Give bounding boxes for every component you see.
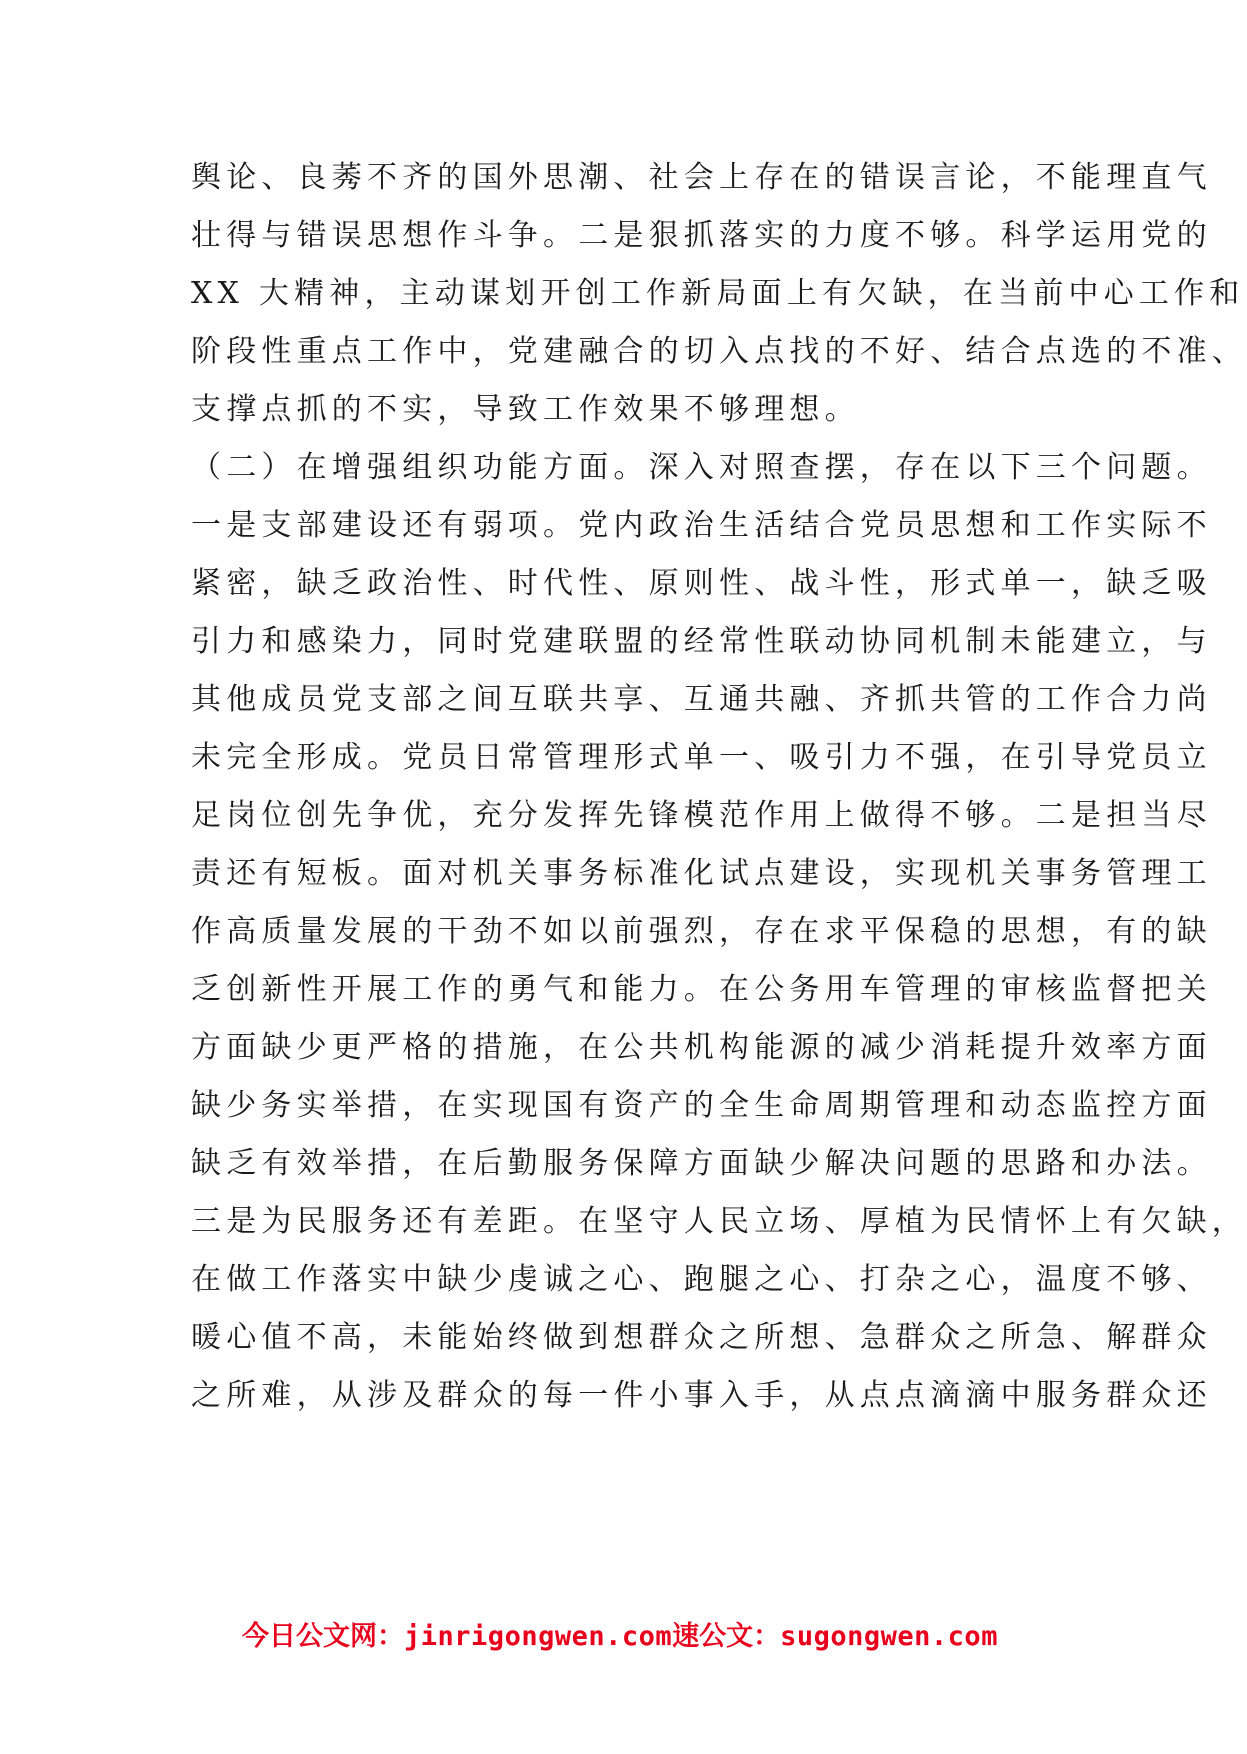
paragraph-line: 在做工作落实中缺少虔诚之心、跑腿之心、打杂之心，温度不够、 bbox=[191, 1262, 1212, 1297]
paragraph-line: 足岗位创先争优，充分发挥先锋模范作用上做得不够。二是担当尽 bbox=[191, 798, 1212, 833]
paragraph-line: 紧密，缺乏政治性、时代性、原则性、战斗性，形式单一，缺乏吸 bbox=[191, 566, 1212, 601]
section-heading-line: （二）在增强组织功能方面。深入对照查摆，存在以下三个问题。 bbox=[191, 450, 1212, 485]
paragraph-line: 责还有短板。面对机关事务标准化试点建设，实现机关事务管理工 bbox=[191, 856, 1212, 891]
footer-site2-link[interactable]: sugongwen.com bbox=[780, 1621, 998, 1652]
paragraph-line: 缺少务实举措，在实现国有资产的全生命周期管理和动态监控方面 bbox=[191, 1088, 1212, 1123]
paragraph-line: 作高质量发展的干劲不如以前强烈，存在求平保稳的思想，有的缺 bbox=[191, 914, 1212, 949]
paragraph-line: 暖心值不高，未能始终做到想群众之所想、急群众之所急、解群众 bbox=[191, 1320, 1212, 1355]
paragraph-line: 缺乏有效举措，在后勤服务保障方面缺少解决问题的思路和办法。 bbox=[191, 1146, 1212, 1181]
footer-site1-name: 今日公文网： bbox=[242, 1621, 405, 1652]
paragraph-line: 支撑点抓的不实，导致工作效果不够理想。 bbox=[191, 392, 860, 427]
paragraph-line: XX 大精神，主动谋划开创工作新局面上有欠缺，在当前中心工作和 bbox=[191, 276, 1245, 311]
paragraph-line: 方面缺少更严格的措施，在公共机构能源的减少消耗提升效率方面 bbox=[191, 1030, 1212, 1065]
paragraph-line: 其他成员党支部之间互联共享、互通共融、齐抓共管的工作合力尚 bbox=[191, 682, 1212, 717]
footer-site2-name: 速公文： bbox=[672, 1621, 781, 1652]
paragraph-line: 舆论、良莠不齐的国外思潮、社会上存在的错误言论，不能理直气 bbox=[191, 160, 1212, 195]
paragraph-line: 一是支部建设还有弱项。党内政治生活结合党员思想和工作实际不 bbox=[191, 508, 1212, 543]
footer-site1-link[interactable]: jinrigongwen.com bbox=[404, 1621, 673, 1652]
paragraph-line: 乏创新性开展工作的勇气和能力。在公务用车管理的审核监督把关 bbox=[191, 972, 1212, 1007]
paragraph-line: 壮得与错误思想作斗争。二是狠抓落实的力度不够。科学运用党的 bbox=[191, 218, 1212, 253]
paragraph-line: 引力和感染力，同时党建联盟的经常性联动协同机制未能建立，与 bbox=[191, 624, 1212, 659]
paragraph-line: 之所难，从涉及群众的每一件小事入手，从点点滴滴中服务群众还 bbox=[191, 1378, 1212, 1413]
paragraph-line: 阶段性重点工作中，党建融合的切入点找的不好、结合点选的不准、 bbox=[191, 334, 1247, 369]
paragraph-line: 三是为民服务还有差距。在坚守人民立场、厚植为民情怀上有欠缺， bbox=[191, 1204, 1247, 1239]
footer-watermark bbox=[0, 1617, 1240, 1657]
paragraph-line: 未完全形成。党员日常管理形式单一、吸引力不强，在引导党员立 bbox=[191, 740, 1212, 775]
